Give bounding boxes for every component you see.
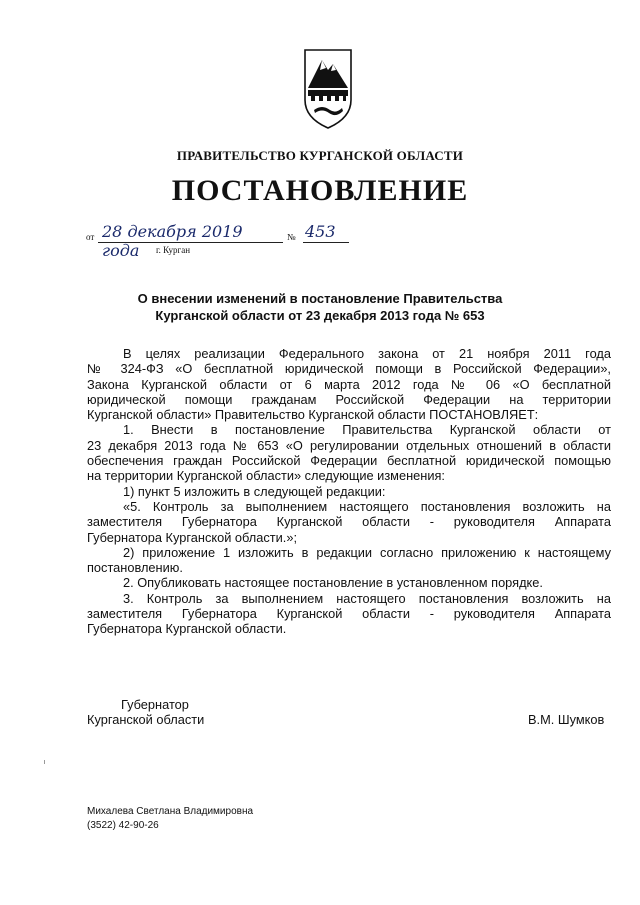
signatory-region: Курганской области [87,712,205,727]
body-line: постановлению. [87,560,183,576]
body-line: 2) приложение 1 изложить в редакции согласно приложению к настоящему [123,544,611,560]
body-line: В целях реализации Федерального закона от 21 ноября 2011 года [123,346,611,361]
body-line: Курганской области» Правительство Курганской области ПОСТАНОВЛЯЕТ: [87,407,539,423]
body-line: юридической помощи гражданам Российской Федерации на территории [87,391,611,407]
body-line: Губернатора Курганской области. [87,621,287,637]
handwritten-number: 453 [305,222,336,241]
number-prefix: № [287,232,296,242]
coat-of-arms-icon [302,48,354,130]
body-line: на территории Курганской области» следующие изменения: [87,468,445,484]
city-label: г. Курган [156,245,191,255]
subject-line: О внесении изменений в постановление Правительства [137,291,503,306]
body-line: № 324-ФЗ «О бесплатной юридической помощи в Российской Федерации», [87,361,611,377]
body-line: заместителя Губернатора Курганской области - руководителя Аппарата [87,606,611,622]
body-line: Губернатора Курганской области.»; [87,529,298,545]
body-line: «5. Контроль за выполнением настоящего постановления возложить на [123,498,611,514]
number-field [303,224,349,243]
document-subject [0,290,640,324]
body-line: 1. Внести в постановление Правительства Курганской области от [123,422,611,438]
body-line: Закона Курганской области от 6 марта 2012 года № 06 «О бесплатной [87,376,611,392]
body-line: обеспечения граждан Российской Федерации бесплатной юридической помощью [87,453,611,469]
body-line: 2. Опубликовать настоящее постановление в установленном порядке. [123,575,543,591]
body-line: 3. Контроль за выполнением настоящего постановления возложить на [123,590,611,606]
signatory-name: В.М. Шумков [528,712,605,727]
document-type-title: ПОСТАНОВЛЕНИЕ [171,174,469,207]
margin-mark [44,760,45,764]
signatory-title: Губернатор [121,697,189,712]
body-line: 1) пункт 5 изложить в следующей редакции: [123,483,386,499]
body-line: 23 декабря 2013 года № 653 «О регулировании отдельных отношений в области [87,437,611,453]
document-body [87,346,611,637]
body-line: заместителя Губернатора Курганской области - руководителя Аппарата [87,514,611,530]
handwritten-date: 28 декабря 2019 года [102,222,243,260]
subject-line: Курганской области от 23 декабря 2013 года № 653 [155,308,485,323]
executor-name: Михалева Светлана Владимировна [87,806,254,817]
government-name: ПРАВИТЕЛЬСТВО КУРГАНСКОЙ ОБЛАСТИ [176,148,464,163]
date-prefix: от [86,232,95,242]
executor-phone: (3522) 42-90-26 [87,820,159,831]
